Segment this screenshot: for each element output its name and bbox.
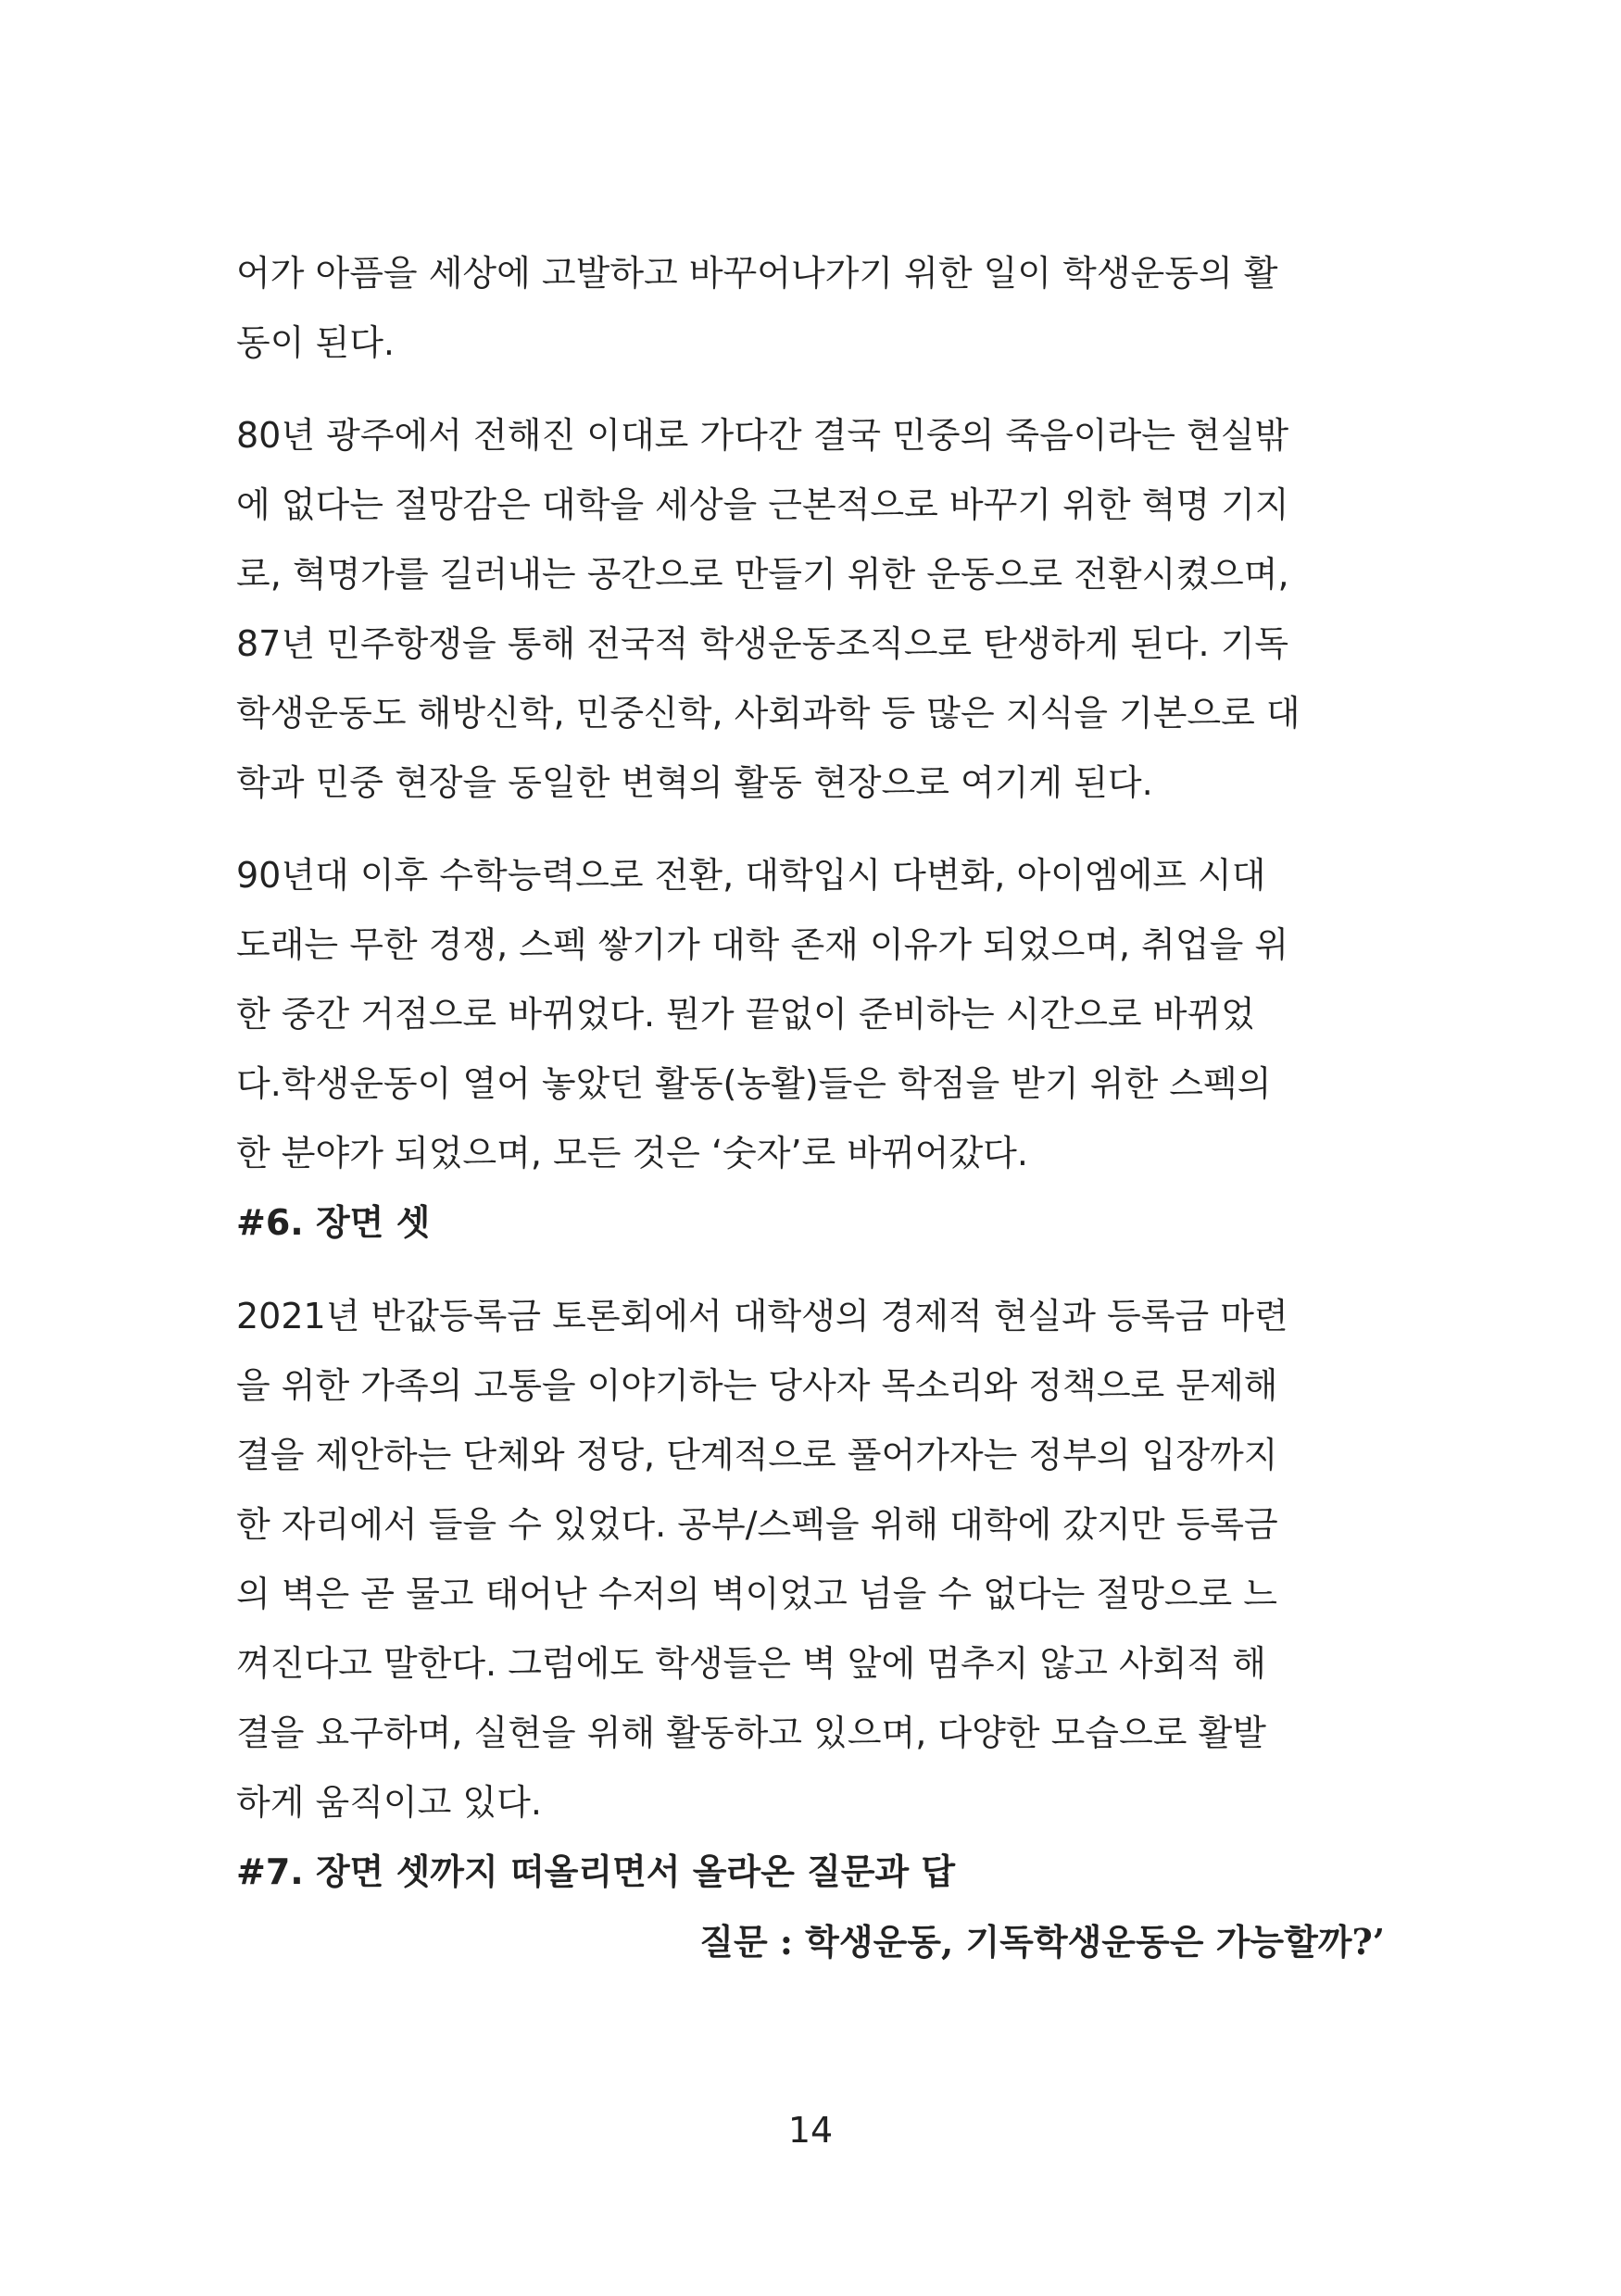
section-heading-scene-6: #6. 장면 셋 bbox=[236, 1202, 431, 1243]
question-line: 질문 : 학생운동, 기독학생운동은 가능할까?’ bbox=[699, 1921, 1385, 1963]
document-body bbox=[236, 239, 1385, 1976]
text-line: 결을 요구하며, 실현을 위해 활동하고 있으며, 다양한 모습으로 활발 bbox=[236, 1713, 1266, 1753]
text-line: 하게 움직이고 있다. bbox=[236, 1782, 542, 1823]
text-line: 동이 된다. bbox=[236, 322, 395, 363]
text-line: 90년대 이후 수학능력으로 전환, 대학입시 다변화, 아이엠에프 시대 bbox=[236, 855, 1266, 896]
text-line: 에 없다는 절망감은 대학을 세상을 근본적으로 바꾸기 위한 혁명 기지 bbox=[236, 484, 1289, 525]
paragraph-1 bbox=[236, 239, 1385, 378]
section-heading-scene-7: #7. 장면 셋까지 떠올리면서 올라온 질문과 답 bbox=[236, 1851, 956, 1892]
paragraph-2 bbox=[236, 401, 1385, 818]
text-line: 결을 제안하는 단체와 정당, 단계적으로 풀어가자는 정부의 입장까지 bbox=[236, 1435, 1278, 1475]
text-line: 을 위한 가족의 고통을 이야기하는 당사자 목소리와 정책으로 문제해 bbox=[236, 1365, 1278, 1406]
text-line: 다.학생운동이 열어 놓았던 활동(농활)들은 학점을 받기 위한 스펙의 bbox=[236, 1063, 1272, 1104]
text-line: 어가 아픔을 세상에 고발하고 바꾸어나가기 위한 일이 학생운동의 활 bbox=[236, 253, 1278, 294]
text-line: 87년 민주항쟁을 통해 전국적 학생운동조직으로 탄생하게 된다. 기독 bbox=[236, 623, 1289, 664]
text-line: 한 분야가 되었으며, 모든 것은 ‘숫자’로 바뀌어갔다. bbox=[236, 1133, 1028, 1173]
text-line: 로, 혁명가를 길러내는 공간으로 만들기 위한 운동으로 전환시켰으며, bbox=[236, 554, 1289, 595]
text-line: 학과 민중 현장을 동일한 변혁의 활동 현장으로 여기게 된다. bbox=[236, 762, 1153, 803]
paragraph-4 bbox=[236, 1282, 1385, 1838]
text-line: 도래는 무한 경쟁, 스펙 쌓기가 대학 존재 이유가 되었으며, 취업을 위 bbox=[236, 924, 1289, 965]
text-line: 껴진다고 말한다. 그럼에도 학생들은 벽 앞에 멈추지 않고 사회적 해 bbox=[236, 1643, 1266, 1684]
text-line: 의 벽은 곧 물고 태어난 수저의 벽이었고 넘을 수 없다는 절망으로 느 bbox=[236, 1574, 1277, 1614]
text-line: 학생운동도 해방신학, 민중신학, 사회과학 등 많은 지식을 기본으로 대 bbox=[236, 693, 1301, 734]
text-line: 한 자리에서 들을 수 있었다. 공부/스펙을 위해 대학에 갔지만 등록금 bbox=[236, 1504, 1278, 1545]
paragraph-3 bbox=[236, 841, 1385, 1188]
text-line: 한 중간 거점으로 바뀌었다. 뭔가 끝없이 준비하는 시간으로 바뀌었 bbox=[236, 994, 1255, 1035]
text-line: 80년 광주에서 전해진 이대로 가다간 결국 민중의 죽음이라는 현실밖 bbox=[236, 415, 1289, 456]
page-number: 14 bbox=[787, 2110, 834, 2151]
text-line: 2021년 반값등록금 토론회에서 대학생의 경제적 현실과 등록금 마련 bbox=[236, 1296, 1288, 1336]
